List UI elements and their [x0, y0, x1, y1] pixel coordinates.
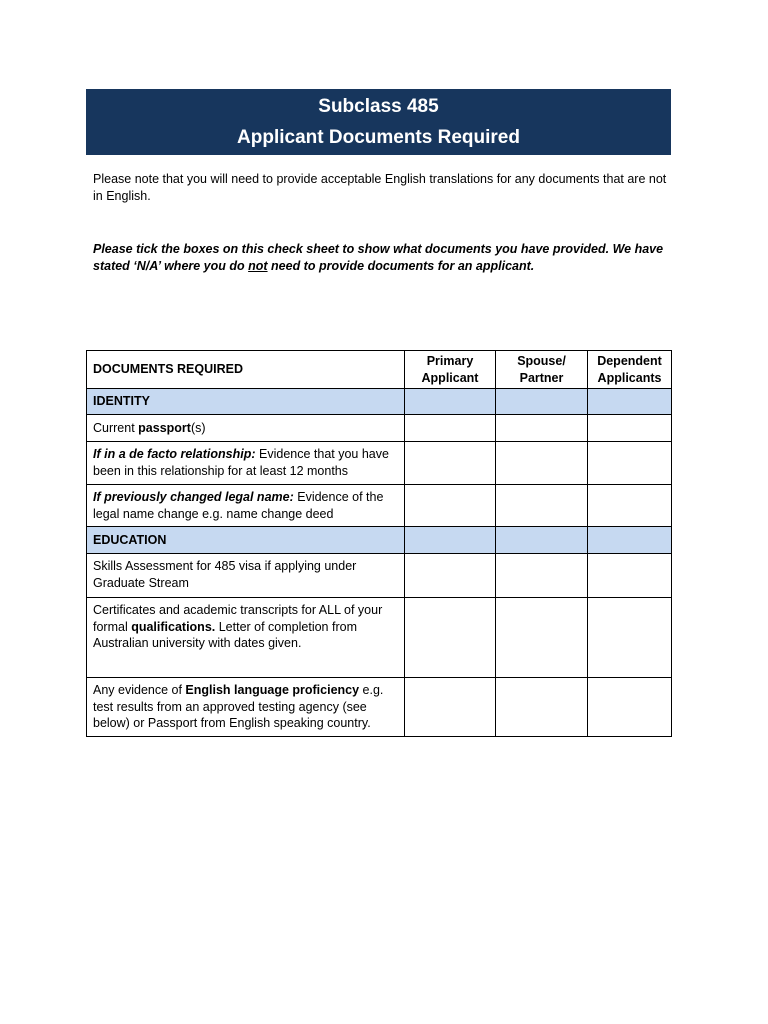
- checkbox-dependent-passport[interactable]: [588, 415, 672, 442]
- documents-table: [86, 350, 672, 737]
- checkbox-primary-skills[interactable]: [405, 554, 496, 598]
- section-cell: [588, 527, 672, 554]
- header-spouse-partner: [496, 351, 588, 389]
- section-education-label: EDUCATION: [87, 527, 405, 554]
- certificates-desc: [87, 598, 405, 678]
- checkbox-primary-passport[interactable]: [405, 415, 496, 442]
- checkbox-primary-namechange[interactable]: [405, 485, 496, 527]
- tick-instructions: [93, 241, 668, 274]
- header-dependent-line2: Applicants: [597, 370, 662, 385]
- certificates-bold: qualifications.: [131, 619, 216, 634]
- section-cell: [588, 389, 672, 415]
- header-primary-line2: Applicant: [421, 370, 479, 385]
- checkbox-spouse-namechange[interactable]: [496, 485, 588, 527]
- page-header: [86, 89, 671, 155]
- instruction-text-2: need to provide documents for an applicant.: [267, 258, 535, 273]
- namechange-desc: [87, 485, 405, 527]
- skills-desc: Skills Assessment for 485 visa if applying under Graduate Stream: [87, 554, 405, 598]
- header-documents-required: DOCUMENTS REQUIRED: [87, 351, 405, 389]
- english-desc: [87, 678, 405, 737]
- passport-desc: [87, 415, 405, 442]
- header-dependent-line1: Dependent: [597, 354, 662, 368]
- table-row-certificates: [87, 598, 672, 678]
- table-row-english: [87, 678, 672, 737]
- checkbox-dependent-skills[interactable]: [588, 554, 672, 598]
- english-pre: Any evidence of: [93, 683, 186, 697]
- table-row-defacto: [87, 442, 672, 485]
- defacto-desc: [87, 442, 405, 485]
- checkbox-primary-english[interactable]: [405, 678, 496, 737]
- english-post: e.g. test results from an approved testing agency (see below) or Passport from English speaking country.: [93, 683, 384, 730]
- checkbox-dependent-english[interactable]: [588, 678, 672, 737]
- instruction-text-1: Please tick the boxes on this check sheet to show what documents you have provided. We have stated ‘N/A’ where you do: [93, 242, 664, 273]
- section-identity-label: IDENTITY: [87, 389, 405, 415]
- header-spouse-line1: Spouse/: [517, 354, 566, 368]
- section-cell: [496, 389, 588, 415]
- header-subclass: Subclass 485: [318, 96, 439, 117]
- table-row-passport: [87, 415, 672, 442]
- table-row-namechange: [87, 485, 672, 527]
- checkbox-spouse-english[interactable]: [496, 678, 588, 737]
- checkbox-primary-certificates[interactable]: [405, 598, 496, 678]
- section-cell: [405, 527, 496, 554]
- section-row-identity: [87, 389, 672, 415]
- passport-pre: Current: [93, 420, 139, 435]
- section-cell: [405, 389, 496, 415]
- header-primary-applicant: [405, 351, 496, 389]
- instruction-underlined: not: [248, 258, 268, 273]
- header-spouse-line2: Partner: [519, 370, 564, 385]
- table-row-skills: [87, 554, 672, 598]
- certificates-post: Letter of completion from Australian university with dates given.: [93, 619, 357, 650]
- checkbox-spouse-passport[interactable]: [496, 415, 588, 442]
- header-dependent-applicants: [588, 351, 672, 389]
- header-title: Applicant Documents Required: [237, 127, 520, 148]
- checkbox-dependent-certificates[interactable]: [588, 598, 672, 678]
- english-bold: English language proficiency: [185, 683, 360, 697]
- checkbox-spouse-defacto[interactable]: [496, 442, 588, 485]
- passport-bold: passport: [138, 420, 191, 435]
- defacto-text: Evidence that you have been in this relationship for at least 12 months: [93, 447, 389, 478]
- passport-post: (s): [190, 420, 206, 435]
- section-row-education: [87, 527, 672, 554]
- certificates-pre: Certificates and academic transcripts for ALL of your formal: [93, 603, 383, 634]
- defacto-lead: If in a de facto relationship:: [93, 447, 256, 461]
- section-cell: [496, 527, 588, 554]
- namechange-lead: If previously changed legal name:: [93, 490, 294, 504]
- translation-note: Please note that you will need to provide acceptable English translations for any documents that are not in English.: [93, 172, 667, 203]
- checkbox-spouse-certificates[interactable]: [496, 598, 588, 678]
- table-header-row: [87, 351, 672, 389]
- checkbox-spouse-skills[interactable]: [496, 554, 588, 598]
- checkbox-primary-defacto[interactable]: [405, 442, 496, 485]
- header-primary-line1: Primary: [426, 354, 474, 368]
- namechange-text: Evidence of the legal name change e.g. name change deed: [93, 490, 384, 521]
- checkbox-dependent-defacto[interactable]: [588, 442, 672, 485]
- checkbox-dependent-namechange[interactable]: [588, 485, 672, 527]
